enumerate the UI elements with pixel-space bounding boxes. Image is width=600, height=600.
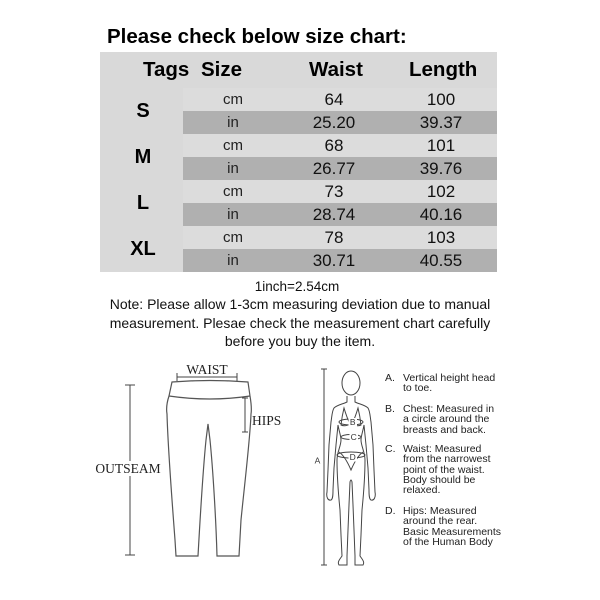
unit-cell: cm bbox=[223, 183, 243, 200]
body-diagram bbox=[315, 369, 376, 565]
length-cell: 39.76 bbox=[419, 159, 463, 178]
unit-conversion-note: 1inch=2.54cm bbox=[254, 279, 340, 294]
legend-text bbox=[403, 404, 494, 435]
legend-line: relaxed. bbox=[403, 484, 441, 497]
header-length: Length bbox=[409, 58, 478, 81]
waist-cell: 73 bbox=[324, 182, 344, 201]
legend-line: point of the waist. bbox=[403, 463, 485, 476]
length-cell: 40.55 bbox=[419, 251, 463, 270]
measurement-diagrams bbox=[0, 350, 600, 600]
legend-item-c bbox=[385, 444, 491, 495]
unit-cell: in bbox=[227, 160, 239, 177]
cm-row bbox=[183, 88, 497, 111]
legend-line: to toe. bbox=[403, 382, 433, 395]
page-title: Please check below size chart: bbox=[107, 25, 407, 48]
legend-line: Vertical height head bbox=[403, 372, 496, 384]
length-cell: 101 bbox=[426, 136, 456, 155]
unit-cell: in bbox=[227, 206, 239, 223]
legend-line: from the narrowest bbox=[403, 453, 491, 466]
waist-cell: 25.20 bbox=[312, 113, 356, 132]
length-cell: 102 bbox=[426, 182, 456, 201]
legend-line: a circle around the bbox=[403, 413, 490, 426]
hips-label: HIPS bbox=[252, 413, 282, 428]
hips-measure-line bbox=[242, 398, 248, 432]
length-cell: 100 bbox=[426, 90, 456, 109]
size-group-xl bbox=[100, 226, 497, 272]
legend-text bbox=[403, 506, 501, 547]
waist-cell: 78 bbox=[324, 228, 344, 247]
waist-cell: 30.71 bbox=[312, 251, 356, 270]
legend-text bbox=[403, 444, 491, 495]
in-row bbox=[183, 157, 497, 180]
size-chart-table bbox=[100, 52, 497, 272]
leggings-outline bbox=[167, 381, 252, 557]
size-group-m bbox=[100, 134, 497, 180]
unit-cell: cm bbox=[223, 137, 243, 154]
waist-cell: 28.74 bbox=[312, 205, 356, 224]
waist-cell: 26.77 bbox=[312, 159, 356, 178]
unit-cell: in bbox=[227, 252, 239, 269]
legend-line: Basic Measurements bbox=[403, 525, 502, 538]
note-line: Note: Please allow 1-3cm measuring deviation due to manual bbox=[109, 296, 491, 312]
height-measure-line bbox=[321, 369, 327, 565]
tag-cell: S bbox=[136, 100, 150, 122]
unit-cell: in bbox=[227, 114, 239, 131]
measurement-note bbox=[0, 295, 600, 351]
tag-cell: L bbox=[136, 192, 150, 214]
waist-cell: 64 bbox=[324, 90, 344, 109]
legend-line: breasts and back. bbox=[403, 423, 486, 436]
legend-key: A. bbox=[385, 372, 395, 384]
header-size: Size bbox=[201, 58, 243, 81]
table-header-row bbox=[100, 52, 497, 88]
legend-key: D. bbox=[385, 505, 396, 517]
legend-line: Hips: Measured bbox=[403, 505, 477, 517]
leggings-diagram bbox=[94, 362, 281, 556]
legend-line: Chest: Measured in bbox=[403, 403, 495, 415]
legend-line: around the rear. bbox=[403, 515, 478, 528]
unit-cell: cm bbox=[223, 229, 243, 246]
legend-line: Body should be bbox=[403, 473, 476, 486]
legend-line: Waist: Measured bbox=[403, 443, 482, 455]
unit-cell: cm bbox=[223, 91, 243, 108]
outseam-label: OUTSEAM bbox=[95, 461, 161, 476]
legend-key: C. bbox=[385, 443, 396, 455]
legend-item-a bbox=[385, 373, 495, 394]
header-tags: Tags bbox=[143, 58, 190, 81]
legend-line: of the Human Body bbox=[403, 535, 493, 548]
in-row bbox=[183, 111, 497, 134]
cm-row bbox=[183, 134, 497, 157]
waistband-line bbox=[169, 396, 250, 399]
legend-key: B. bbox=[385, 403, 395, 415]
waist-cell: 68 bbox=[324, 136, 344, 155]
legend-text bbox=[403, 373, 495, 394]
header-waist: Waist bbox=[309, 58, 363, 81]
marker-b: B bbox=[349, 417, 356, 427]
note-line: measurement. Plesae check the measurement chart carefully bbox=[109, 314, 491, 331]
marker-c: C bbox=[350, 432, 357, 442]
legend-item-d bbox=[385, 506, 501, 547]
length-cell: 39.37 bbox=[419, 113, 463, 132]
length-cell: 40.16 bbox=[419, 205, 463, 224]
size-group-s bbox=[100, 88, 497, 134]
cm-row bbox=[183, 226, 497, 249]
cm-row bbox=[183, 180, 497, 203]
marker-d: D bbox=[349, 452, 356, 462]
marker-a: A bbox=[314, 455, 321, 466]
in-row bbox=[183, 203, 497, 226]
legend-item-b bbox=[385, 404, 494, 435]
tag-cell: M bbox=[134, 146, 152, 168]
length-cell: 103 bbox=[426, 228, 456, 247]
waist-label: WAIST bbox=[186, 362, 228, 377]
tag-cell: XL bbox=[130, 238, 156, 260]
note-line: before you buy the item. bbox=[224, 333, 376, 349]
body-head bbox=[342, 371, 360, 395]
size-group-l bbox=[100, 180, 497, 226]
in-row bbox=[183, 249, 497, 272]
